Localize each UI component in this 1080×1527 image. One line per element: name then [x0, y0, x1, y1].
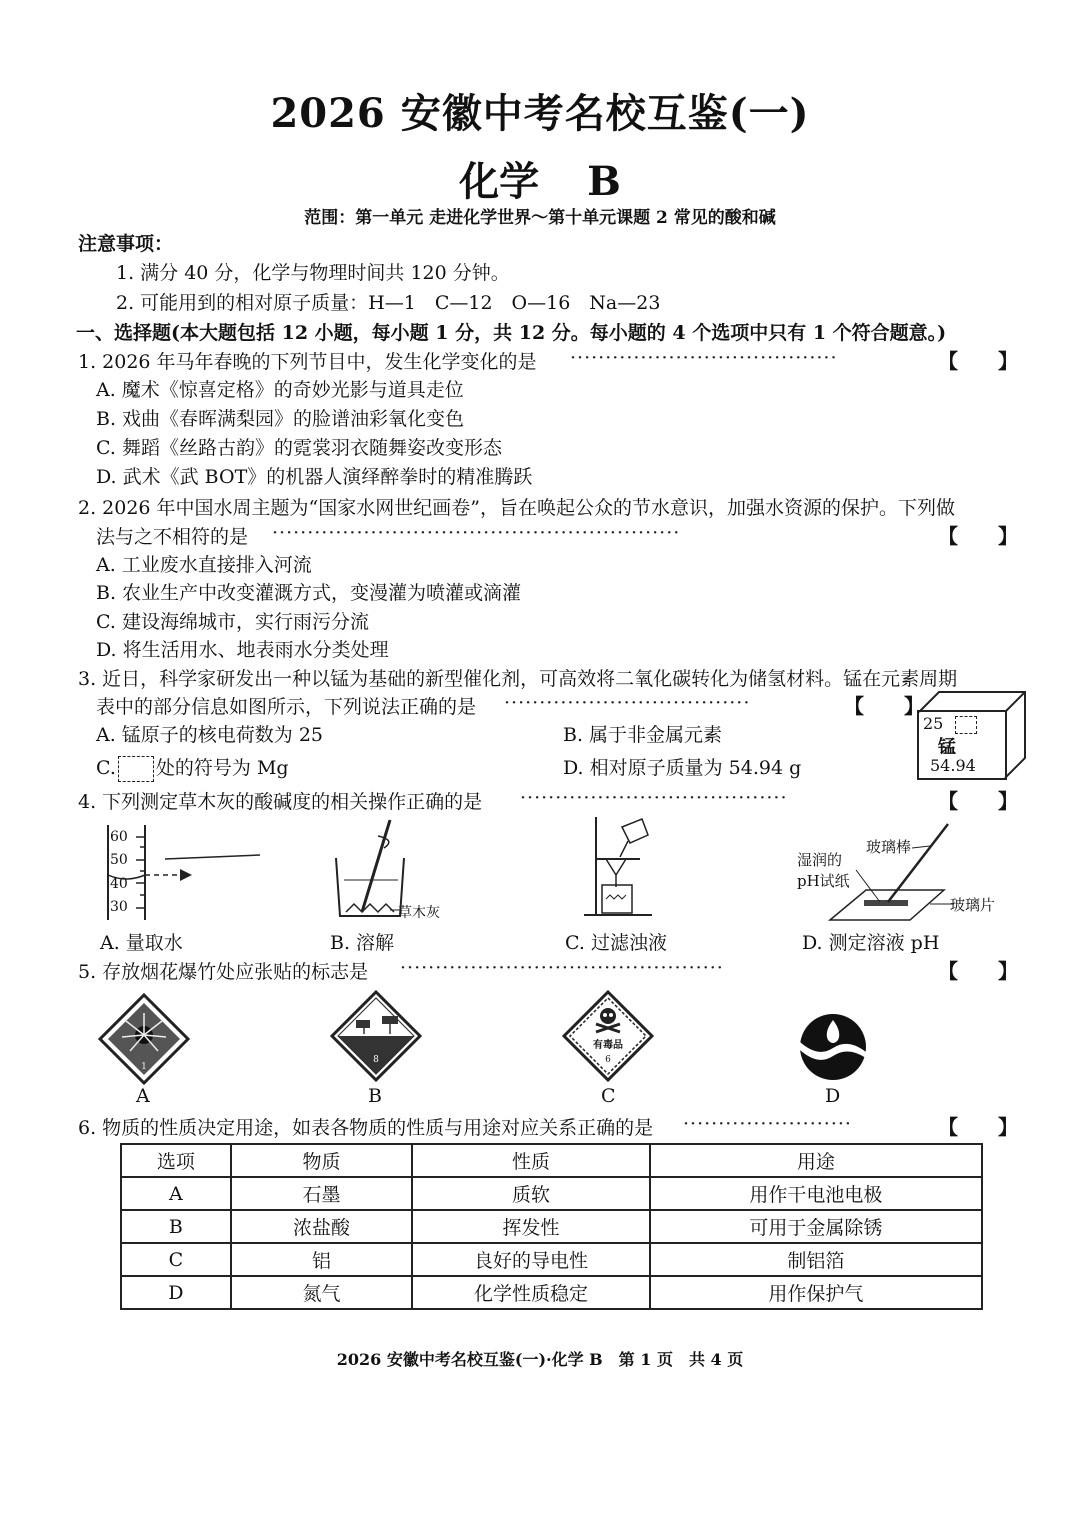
table-cell: B	[121, 1210, 231, 1243]
table-header-option: 选项	[121, 1144, 231, 1177]
table-cell: 用作干电池电极	[650, 1177, 982, 1210]
q1-dots: ······································	[570, 347, 838, 369]
q2-option-d[interactable]: D. 将生活用水、地表雨水分类处理	[96, 639, 389, 661]
sign-c-number: 6	[605, 1055, 611, 1065]
q4-caption-b[interactable]: B. 溶解	[330, 932, 395, 954]
q3-option-c-prefix: C.	[96, 757, 116, 779]
q2-stem-line1: 2. 2026 年中国水周主题为“国家水网世纪画卷”，旨在唤起公众的节水意识，加强水资源的保护。下列做	[78, 497, 955, 519]
table-cell: 质软	[412, 1177, 649, 1210]
q4-label-glass-rod: 玻璃棒	[866, 838, 912, 856]
element-symbol-blank	[955, 716, 977, 734]
cylinder-tick-60: 60	[110, 829, 128, 845]
q4-answer-bracket[interactable]: 【 】	[938, 789, 1018, 813]
table-cell: 良好的导电性	[412, 1243, 649, 1276]
q5-answer-bracket[interactable]: 【 】	[938, 959, 1018, 983]
q5-caption-b[interactable]: B	[368, 1085, 382, 1107]
exam-title: 2026 安徽中考名校互鉴(一)	[270, 90, 810, 137]
q3-option-c-suffix: 处的符号为 Mg	[155, 757, 289, 779]
element-number: 25	[923, 714, 944, 733]
q6-table	[120, 1143, 983, 1310]
table-cell: 制铝箔	[650, 1243, 982, 1276]
q4-caption-d[interactable]: D. 测定溶液 pH	[802, 932, 940, 954]
element-cell-3d-edges	[917, 690, 1027, 790]
subject-version: B	[587, 158, 621, 205]
element-mass: 54.94	[930, 756, 976, 775]
q3-option-a[interactable]: A. 锰原子的核电荷数为 25	[96, 724, 324, 746]
q4-stem: 4. 下列测定草木灰的酸碱度的相关操作正确的是	[78, 791, 483, 813]
q5-stem: 5. 存放烟花爆竹处应张贴的标志是	[78, 961, 369, 983]
q2-answer-bracket[interactable]: 【 】	[938, 524, 1018, 548]
table-header-row	[121, 1144, 982, 1177]
exam-scope: 范围：第一单元 走进化学世界～第十单元课题 2 常见的酸和碱	[304, 208, 776, 228]
table-cell: A	[121, 1177, 231, 1210]
q1-answer-bracket[interactable]: 【 】	[938, 349, 1018, 373]
table-row[interactable]	[121, 1177, 982, 1210]
page-footer: 2026 安徽中考名校互鉴(一)·化学 B 第 1 页 共 4 页	[336, 1350, 744, 1369]
q4-label-wet-2: pH试纸	[797, 872, 850, 890]
q5-caption-d[interactable]: D	[825, 1085, 841, 1107]
q3-option-b[interactable]: B. 属于非金属元素	[563, 724, 723, 746]
q4-caption-c[interactable]: C. 过滤浊液	[565, 932, 667, 954]
q5-sign-a-explosive-icon	[98, 993, 190, 1085]
table-cell: 氮气	[231, 1276, 413, 1309]
cylinder-tick-40: 40	[110, 876, 128, 892]
q3-stem-line2: 表中的部分信息如图所示，下列说法正确的是	[96, 696, 477, 718]
q1-option-a[interactable]: A. 魔术《惊喜定格》的奇妙光影与道具走位	[96, 379, 464, 401]
cylinder-tick-30: 30	[110, 899, 128, 915]
q5-dots: ··············································	[400, 957, 724, 979]
q1-option-b[interactable]: B. 戏曲《春晖满梨园》的脸谱油彩氧化变色	[96, 408, 465, 430]
sign-c-text: 有毒品	[593, 1040, 623, 1051]
q1-stem: 1. 2026 年马年春晚的下列节目中，发生化学变化的是	[78, 351, 537, 373]
q5-caption-a[interactable]: A	[136, 1085, 150, 1107]
q5-sign-b-corrosive-icon	[330, 990, 422, 1082]
q5-sign-d-water-saving-icon	[798, 1012, 868, 1082]
q4-label-wet-1: 湿润的	[797, 851, 843, 869]
q2-stem-line2: 法与之不相符的是	[96, 526, 249, 548]
q4-dots: ······································	[520, 787, 788, 809]
table-row[interactable]	[121, 1243, 982, 1276]
q4-caption-a[interactable]: A. 量取水	[100, 932, 183, 954]
q3-answer-bracket[interactable]: 【 】	[844, 694, 924, 718]
q4-label-ash: 草木灰	[398, 905, 440, 921]
q2-option-c[interactable]: C. 建设海绵城市，实行雨污分流	[96, 611, 369, 633]
table-cell: 可用于金属除锈	[650, 1210, 982, 1243]
q4-label-glass-plate: 玻璃片	[950, 896, 996, 914]
subject-name: 化学	[459, 158, 540, 205]
table-cell: 化学性质稳定	[412, 1276, 649, 1309]
q2-option-a[interactable]: A. 工业废水直接排入河流	[96, 554, 312, 576]
table-row[interactable]	[121, 1276, 982, 1309]
section-1-heading: 一、选择题(本大题包括 12 小题，每小题 1 分，共 12 分。每小题的 4 个选项中只有 1 个符合题意。)	[76, 322, 947, 344]
q3-stem-line1: 3. 近日，科学家研发出一种以锰为基础的新型催化剂，可高效将二氧化碳转化为储氢材料。锰在元素周期	[78, 668, 958, 690]
notice-heading: 注意事项：	[78, 233, 174, 255]
element-name: 锰	[938, 737, 956, 758]
sign-b-number: 8	[373, 1055, 379, 1065]
table-cell: 浓盐酸	[231, 1210, 413, 1243]
subject-line	[0, 150, 1080, 207]
table-row[interactable]	[121, 1210, 982, 1243]
table-cell: 铝	[231, 1243, 413, 1276]
q1-option-d[interactable]: D. 武术《武 BOT》的机器人演绎醉拳时的精准腾跃	[96, 466, 533, 488]
q6-answer-bracket[interactable]: 【 】	[938, 1115, 1018, 1139]
q1-option-c[interactable]: C. 舞蹈《丝路古韵》的霓裳羽衣随舞姿改变形态	[96, 437, 502, 459]
table-header-substance: 物质	[231, 1144, 413, 1177]
table-header-use: 用途	[650, 1144, 982, 1177]
sign-a-number: 1	[141, 1062, 147, 1072]
q3-dots: ···································	[504, 692, 751, 714]
q3-blank-box	[118, 756, 154, 782]
table-header-property: 性质	[412, 1144, 649, 1177]
q3-option-d[interactable]: D. 相对原子质量为 54.94 g	[563, 757, 802, 779]
table-cell: D	[121, 1276, 231, 1309]
notice-item-2: 2. 可能用到的相对原子质量：H—1 C—12 O—16 Na—23	[116, 292, 661, 314]
cylinder-tick-50: 50	[110, 852, 128, 868]
q6-stem: 6. 物质的性质决定用途，如表各物质的性质与用途对应关系正确的是	[78, 1117, 654, 1139]
q5-sign-c-toxic-icon	[562, 990, 654, 1082]
q3-option-c[interactable]	[96, 753, 289, 782]
q2-dots: ··························································	[272, 522, 681, 544]
table-cell: C	[121, 1243, 231, 1276]
q4-figure-c-filtration	[578, 815, 658, 923]
table-cell: 石墨	[231, 1177, 413, 1210]
table-cell: 挥发性	[412, 1210, 649, 1243]
q2-option-b[interactable]: B. 农业生产中改变灌溉方式，变漫灌为喷灌或滴灌	[96, 582, 522, 604]
notice-item-1: 1. 满分 40 分，化学与物理时间共 120 分钟。	[116, 262, 510, 284]
q6-dots: ························	[683, 1113, 852, 1135]
q5-caption-c[interactable]: C	[601, 1085, 616, 1107]
table-cell: 用作保护气	[650, 1276, 982, 1309]
